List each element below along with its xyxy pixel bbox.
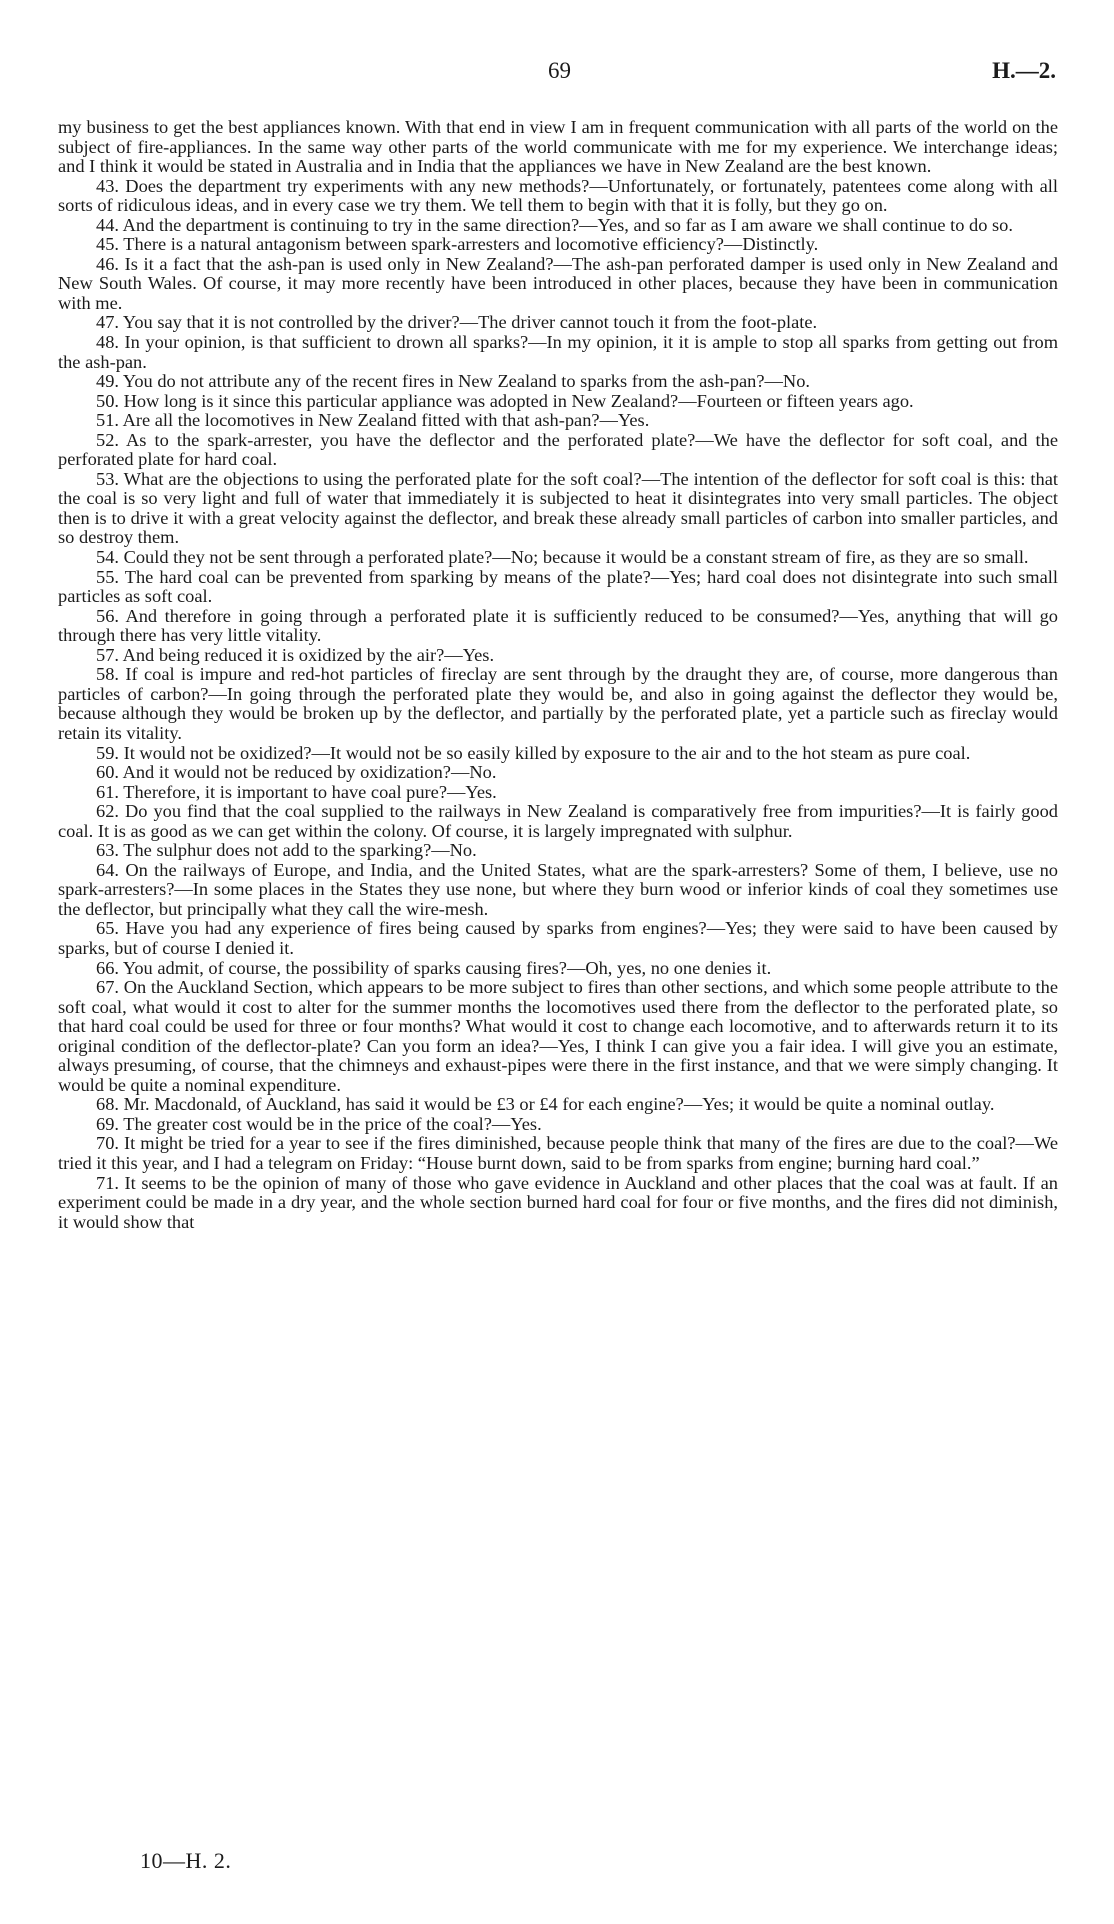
page-number: 69	[548, 58, 571, 83]
page-header	[0, 58, 1114, 88]
document-code: H.—2.	[992, 58, 1056, 83]
paragraph-61: 61. Therefore, it is important to have coal pure?—Yes.	[96, 781, 497, 802]
paragraph-57: 57. And being reduced it is oxidized by the air?—Yes.	[96, 644, 495, 665]
paragraph-64: 64. On the railways of Europe, and India, and the United States, what are the spark-arresters? Some of them, I believe, use no spark-arresters?—In some places in the States they use none, but where they burn wood or inferior kinds of coal they sometimes use the deflector, but principally what they call the wire-mesh.	[58, 859, 1058, 919]
paragraph-53: 53. What are the objections to using the perforated plate for the soft coal?—The intention of the deflector for soft coal is this: that the coal is so very light and full of water that immediately it is subjected to heat it disintegrates into very small particles. The object then is to drive it with a great velocity against the deflector, and break these already small particles of carbon into smaller particles, and so destroy them.	[58, 468, 1058, 548]
paragraph-70: 70. It might be tried for a year to see if the fires diminished, because people think that many of the fires are due to the coal?—We tried it this year, and I had a telegram on Friday: “House burnt down, said to be from sparks from engine; burning hard coal.”	[58, 1133, 1058, 1173]
paragraph-60: 60. And it would not be reduced by oxidization?—No.	[96, 762, 497, 783]
paragraph-49: 49. You do not attribute any of the recent fires in New Zealand to sparks from the ash-pan?—No.	[96, 371, 810, 392]
paragraph-68: 68. Mr. Macdonald, of Auckland, has said it would be £3 or £4 for each engine?—Yes; it would be quite a nominal outlay.	[96, 1094, 995, 1115]
paragraph-43: 43. Does the department try experiments with any new methods?—Unfortunately, or fortunately, patentees come along with all sorts of ridiculous ideas, and in every case we try them. We tell them to begin with that it is folly, but they go on.	[58, 175, 1058, 216]
paragraph-46: 46. Is it a fact that the ash-pan is used only in New Zealand?—The ash-pan perforated damper is used only in New Zealand and New South Wales. Of course, it may more recently have been introduced in other places, because they have been in communication with me.	[58, 253, 1058, 313]
paragraph-69: 69. The greater cost would be in the price of the coal?—Yes.	[96, 1113, 542, 1134]
paragraph-47: 47. You say that it is not controlled by the driver?—The driver cannot touch it from the foot-plate.	[96, 312, 818, 333]
paragraph-continuation: my business to get the best appliances known. With that end in view I am in frequent communication with all parts of the world on the subject of fire-appliances. In the same way other parts of the world communicate with me for my experience. We interchange ideas; and I think it would be stated in Australia and in India that the appliances we have in New Zealand are the best known.	[58, 117, 1058, 177]
paragraph-50: 50. How long is it since this particular appliance was adopted in New Zealand?—Fourteen or fifteen years ago.	[96, 390, 914, 411]
paragraph-58: 58. If coal is impure and red-hot particles of fireclay are sent through by the draught they are, of course, more dangerous than particles of carbon?—In going through the perforated plate they would be, and also in going against the deflector they would be, because although they would be broken up by the deflector, and partially by the perforated plate, yet a particle such as fireclay would retain its vitality.	[58, 664, 1058, 743]
signature-mark: 10—H. 2.	[140, 1848, 232, 1873]
paragraph-52: 52. As to the spark-arrester, you have the deflector and the perforated plate?—We have the deflector for soft coal, and the perforated plate for hard coal.	[58, 429, 1058, 470]
paragraph-63: 63. The sulphur does not add to the sparking?—No.	[96, 840, 477, 861]
paragraph-45: 45. There is a natural antagonism between spark-arresters and locomotive efficiency?—Distinctly.	[96, 234, 819, 255]
paragraph-56: 56. And therefore in going through a perforated plate it is sufficiently reduced to be consumed?—Yes, anything that will go through there has very little vitality.	[58, 605, 1058, 646]
paragraph-71: 71. It seems to be the opinion of many of those who gave evidence in Auckland and other places that the coal was at fault. If an experiment could be made in a dry year, and the whole section burned hard coal for four or five months, and the fires did not diminish, it would show that	[58, 1172, 1058, 1232]
paragraph-65: 65. Have you had any experience of fires being caused by sparks from engines?—Yes; they were said to have been caused by sparks, but of course I denied it.	[58, 918, 1058, 958]
paragraph-48: 48. In your opinion, is that sufficient to drown all sparks?—In my opinion, it it is ample to stop all sparks from getting out from the ash-pan.	[58, 332, 1058, 372]
paragraph-44: 44. And the department is continuing to try in the same direction?—Yes, and so far as I am aware we shall continue to do so.	[96, 214, 1013, 235]
paragraph-59: 59. It would not be oxidized?—It would not be so easily killed by exposure to the air and to the hot steam as pure coal.	[96, 742, 971, 763]
paragraph-55: 55. The hard coal can be prevented from sparking by means of the plate?—Yes; hard coal does not disintegrate into such small particles as soft coal.	[58, 566, 1058, 607]
paragraph-54: 54. Could they not be sent through a perforated plate?—No; because it would be a constant stream of fire, as they are so small.	[96, 547, 1029, 568]
paragraph-62: 62. Do you find that the coal supplied to the railways in New Zealand is comparatively free from impurities?—It is fairly good coal. It is as good as we can get within the colony. Of course, it is largely impregnated with sulphur.	[58, 801, 1058, 841]
body-text	[58, 118, 1058, 1232]
paragraph-66: 66. You admit, of course, the possibility of sparks causing fires?—Oh, yes, no one denies it.	[96, 957, 772, 978]
paragraph-67: 67. On the Auckland Section, which appears to be more subject to fires than other sections, and which some people attribute to the soft coal, what would it cost to alter for the summer months the locomotives used there from the deflector to the perforated plate, so that hard coal could be used for three or four months? What would it cost to change each locomotive, and to afterwards return it to its original condition of the deflector-plate? Can you form an idea?—Yes, I think I can give you a fair idea. I will give you an estimate, always presuming, of course, that the chimneys and exhaust-pipes were there in the first instance, and that we were simply changing. It would be quite a nominal expenditure.	[58, 977, 1058, 1095]
paragraph-51: 51. Are all the locomotives in New Zealand fitted with that ash-pan?—Yes.	[96, 410, 650, 431]
